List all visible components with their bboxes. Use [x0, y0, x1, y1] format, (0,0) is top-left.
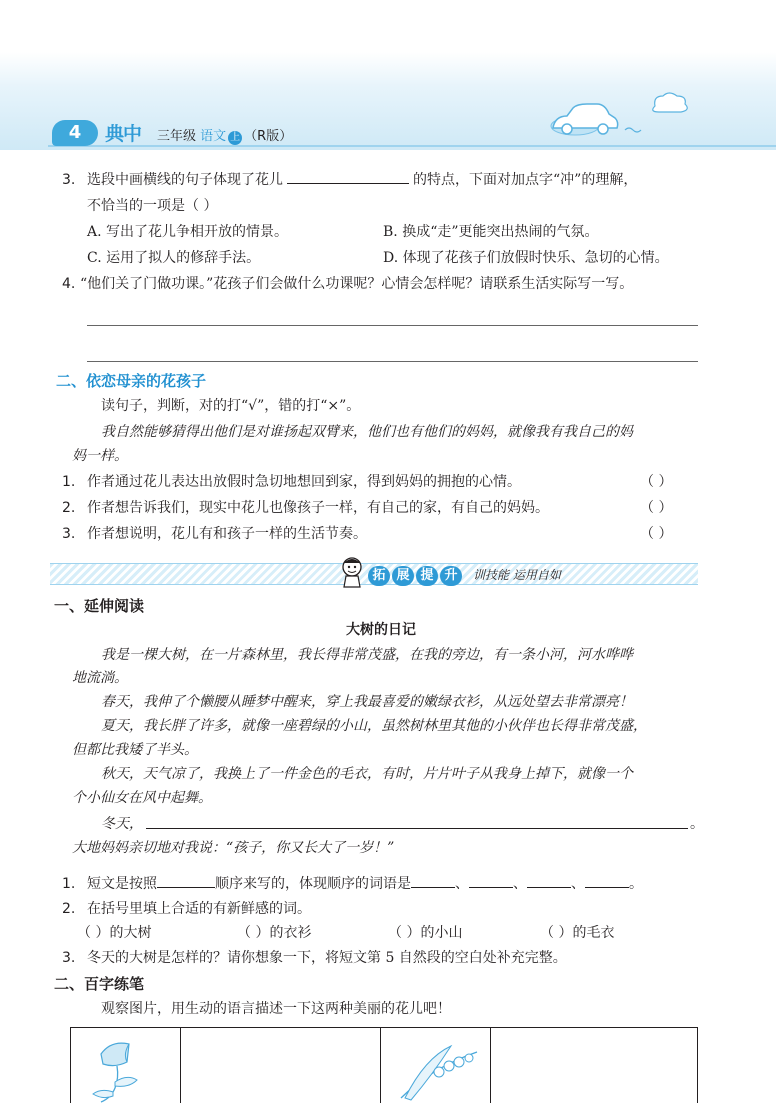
- subject-label: 语文: [200, 129, 227, 144]
- banner-subtitle: 训技能 运用自如: [473, 568, 561, 582]
- rq2-text: 在括号里填上合适的有新鲜感的词。: [87, 901, 311, 917]
- lily-of-the-valley-flower-icon: [381, 1028, 491, 1103]
- rq3-text: 冬天的大树是怎样的？请你想象一下，将短文第 5 自然段的空白处补充完整。: [87, 950, 567, 966]
- judge-item-1-answer[interactable]: （ ）: [640, 474, 673, 490]
- judge-item-2-answer[interactable]: （ ）: [640, 500, 673, 516]
- section2-quote-line2: 妈一样。: [72, 448, 128, 464]
- rq2-phrase-1[interactable]: （ ）的大树: [77, 925, 152, 941]
- morning-glory-flower-icon: [71, 1028, 181, 1103]
- rq1-word-blank-2[interactable]: [469, 874, 513, 888]
- reading-p2: 春天，我伸了个懒腰从睡梦中醒来，穿上我最喜爱的嫩绿衣衫，从远处望去非常漂亮！: [101, 694, 633, 710]
- q3-text-a: 选段中画横线的句子体现了花儿: [87, 172, 283, 188]
- rq1-word-blank-1[interactable]: [411, 874, 455, 888]
- edition-label: （R版）: [244, 129, 293, 144]
- car-cloud-illustration: [545, 92, 695, 142]
- lily-of-valley-writing-cell[interactable]: [491, 1028, 699, 1103]
- rq1-word-blank-3[interactable]: [527, 874, 571, 888]
- morning-glory-image-cell: [71, 1028, 181, 1103]
- reading-p4-line1: 秋天，天气凉了，我换上了一件金色的毛衣，有时，片片叶子从我身上掉下，就像一个: [101, 766, 633, 782]
- q3-text-b: 的特点，下面对加点字“冲”的理解，: [413, 172, 638, 188]
- page-number-badge: 4: [52, 120, 98, 146]
- q3-option-b: B. 换成“走”更能突出热闹的气氛。: [383, 224, 599, 240]
- q3-option-a: A. 写出了花儿争相开放的情景。: [87, 224, 289, 240]
- q3-line2: 不恰当的一项是（ ）: [87, 198, 218, 214]
- judge-item-3-answer[interactable]: （ ）: [640, 526, 673, 542]
- q3-answer-blank[interactable]: [287, 170, 409, 184]
- reading-title: 大树的日记: [346, 622, 416, 638]
- q4-text: “他们关了门做功课。”花孩子们会做什么功课呢？心情会怎样呢？请联系生活实际写一写。: [80, 276, 634, 292]
- rq2-phrase-4[interactable]: （ ）的毛衣: [540, 925, 615, 941]
- reading-p1-line2: 地流淌。: [72, 670, 128, 686]
- reading-p3-line2: 但都比我矮了半头。: [72, 742, 198, 758]
- judge-item-1-text: 作者通过花儿表达出放假时急切地想回到家，得到妈妈的拥抱的心情。: [87, 474, 521, 490]
- brand-logo: 典中: [105, 123, 142, 145]
- rq1-line: [87, 874, 643, 894]
- q3-option-c: C. 运用了拟人的修辞手法。: [87, 250, 261, 266]
- rq1-sep-3: 、: [571, 876, 585, 892]
- book-info: [157, 125, 292, 145]
- rq1-end: 。: [629, 876, 643, 892]
- header-divider: [48, 145, 776, 147]
- mascot-boy-icon: [338, 555, 366, 589]
- section2-instruction: 读句子，判断，对的打“√”，错的打“×”。: [101, 398, 361, 414]
- reading-p5-end: 。: [690, 816, 704, 832]
- lily-of-valley-image-cell: [381, 1028, 491, 1103]
- morning-glory-writing-cell[interactable]: [181, 1028, 381, 1103]
- judge-item-2-number: 2.: [62, 500, 76, 516]
- q4-answer-line-2[interactable]: [87, 361, 698, 362]
- rq1-sep-1: 、: [455, 876, 469, 892]
- judge-item-3-number: 3.: [62, 526, 76, 542]
- rq1-text-a: 短文是按照: [87, 876, 157, 892]
- section2-quote-line1: 我自然能够猜得出他们是对谁扬起双臂来，他们也有他们的妈妈，就像我有我自己的妈: [101, 424, 633, 440]
- judge-item-2-text: 作者想告诉我们，现实中花儿也像孩子一样，有自己的家，有自己的妈妈。: [87, 500, 549, 516]
- banner-char-3: 提: [416, 566, 438, 586]
- rq1-number: 1.: [62, 876, 76, 892]
- banner-title: [368, 564, 464, 586]
- banner-char-1: 拓: [368, 566, 390, 586]
- reading-p4-line2: 个小仙女在风中起舞。: [72, 790, 212, 806]
- rq1-sep-2: 、: [513, 876, 527, 892]
- grade-label: 三年级: [157, 129, 197, 144]
- writing-section-title: 二、百字练笔: [54, 975, 145, 993]
- rq1-order-blank[interactable]: [157, 874, 215, 888]
- banner-char-4: 升: [440, 566, 462, 586]
- q3-number: 3.: [62, 172, 76, 188]
- reading-p5-label: 冬天，: [101, 816, 143, 832]
- rq1-text-b: 顺序来写的，体现顺序的词语是: [215, 876, 411, 892]
- q3-line1: [87, 170, 637, 190]
- rq2-phrase-3[interactable]: （ ）的小山: [388, 925, 463, 941]
- reading-p5-blank[interactable]: [146, 828, 688, 829]
- rq1-word-blank-4[interactable]: [585, 874, 629, 888]
- reading-section-title: 一、延伸阅读: [54, 597, 145, 615]
- reading-p1-line1: 我是一棵大树，在一片森林里，我长得非常茂盛，在我的旁边，有一条小河，河水哗哗: [101, 647, 633, 663]
- reading-p6: 大地妈妈亲切地对我说：“孩子，你又长大了一岁！”: [72, 840, 395, 856]
- q4-answer-line-1[interactable]: [87, 325, 698, 326]
- volume-badge: 上: [230, 132, 241, 143]
- reading-p3-line1: 夏天，我长胖了许多，就像一座碧绿的小山，虽然树林里其他的小伙伴也长得非常茂盛，: [101, 718, 647, 734]
- rq2-phrase-2[interactable]: （ ）的衣衫: [237, 925, 312, 941]
- section2-title: 二、依恋母亲的花孩子: [56, 372, 207, 390]
- q3-option-d: D. 体现了花孩子们放假时快乐、急切的心情。: [383, 250, 669, 266]
- rq3-number: 3.: [62, 950, 76, 966]
- flower-writing-table: [70, 1027, 698, 1103]
- rq2-number: 2.: [62, 901, 76, 917]
- judge-item-1-number: 1.: [62, 474, 76, 490]
- writing-instruction: 观察图片，用生动的语言描述一下这两种美丽的花儿吧！: [101, 1001, 451, 1017]
- judge-item-3-text: 作者想说明，花儿有和孩子一样的生活节奏。: [87, 526, 367, 542]
- q4-number: 4.: [62, 276, 76, 292]
- banner-char-2: 展: [392, 566, 414, 586]
